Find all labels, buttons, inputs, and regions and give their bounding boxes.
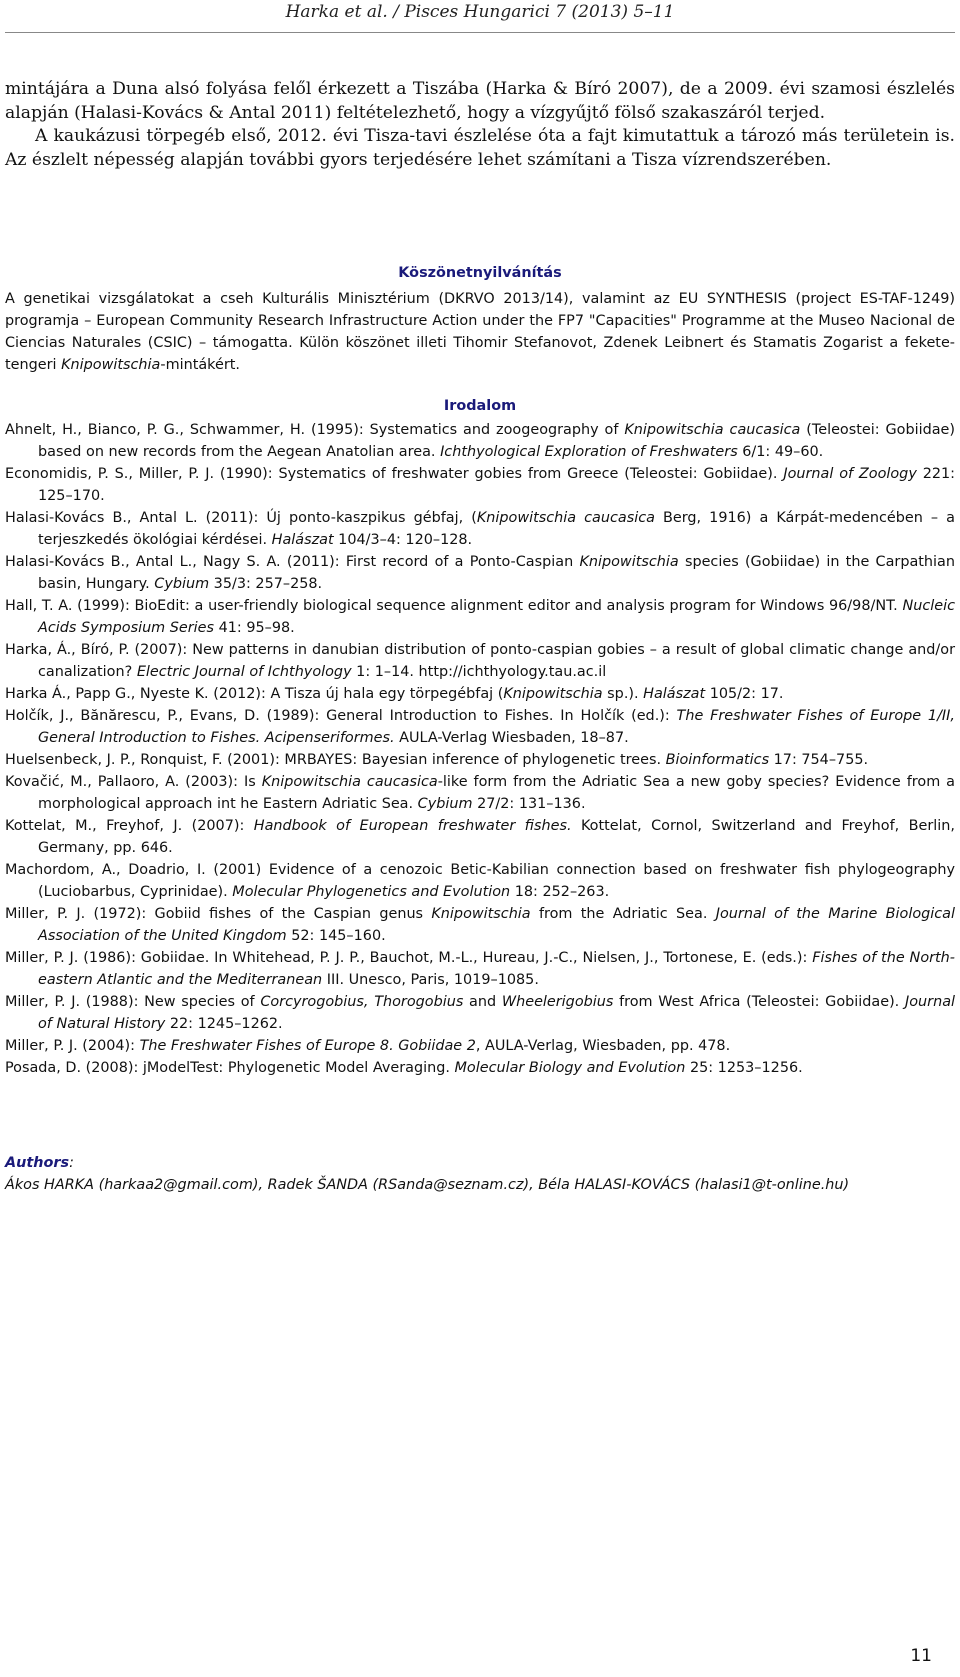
reference-item: Halasi-Kovács B., Antal L. (2011): Új ponto-kaszpikus gébfaj, (Knipowitschia caucasica Berg, 1916) a Kárpát-medencében – a terjeszkedés ökológiai kérdései. Halászat 104/3–4: 120–128. [5,510,956,548]
reference-item: Halasi-Kovács B., Antal L., Nagy S. A. (2011): First record of a Ponto-Caspian Knipowitschia species (Gobiidae) in the Carpathian basin, Hungary. Cybium 35/3: 257–258. [5,554,955,592]
page-number: 11 [910,1646,932,1666]
acknowledgement-title: Köszönetnyilvánítás [398,265,562,281]
reference-item: Huelsenbeck, J. P., Ronquist, F. (2001): MRBAYES: Bayesian inference of phylogenetic trees. Bioinformatics 17: 754–755. [5,752,869,768]
authors-title: Authors: [5,1155,74,1171]
reference-item: Kovačić, M., Pallaoro, A. (2003): Is Knipowitschia caucasica-like form from the Adriatic Sea a new goby species? Evidence from a morphological approach int he Eastern Adriatic Sea. Cybium 27/2: 131–136. [5,774,955,812]
reference-item: Economidis, P. S., Miller, P. J. (1990): Systematics of freshwater gobies from Greece (Teleostei: Gobiidae). Journal of Zoology 221: 125–170. [5,466,956,504]
reference-item: Miller, P. J. (2004): The Freshwater Fishes of Europe 8. Gobiidae 2, AULA-Verlag, Wiesbaden, pp. 478. [5,1038,731,1054]
references-section [5,395,955,1079]
body-text [5,78,955,172]
body-paragraph-2: A kaukázusi törpegéb első, 2012. évi Tisza-tavi észlelése óta a fajt kimutattuk a tározó más területein is. Az észlelt népesség alapján további gyors terjedésére lehet számítani a Tisza vízrendszerében. [5,126,955,170]
reference-item: Miller, P. J. (1986): Gobiidae. In Whitehead, P. J. P., Bauchot, M.-L., Hureau, J.-C., Nielsen, J., Tortonese, E. (eds.): Fishes of the North-eastern Atlantic and the Mediterranean III. Unesco, Paris, 1019–1085. [5,950,955,988]
body-paragraph-1: mintájára a Duna alsó folyása felől érkezett a Tiszába (Harka & Bíró 2007), de a 2009. évi szamosi észlelés alapján (Halasi-Kovács & Antal 2011) feltételezhető, hogy a vízgyűjtő fölső szakaszáról terjed. [5,79,955,123]
reference-item: Harka Á., Papp G., Nyeste K. (2012): A Tisza új hala egy törpegébfaj (Knipowitschia sp.). Halászat 105/2: 17. [5,686,784,702]
reference-item: Posada, D. (2008): jModelTest: Phylogenetic Model Averaging. Molecular Biology and Evolution 25: 1253–1256. [5,1060,803,1076]
acknowledgement-text: A genetikai vizsgálatokat a cseh Kulturális Minisztérium (DKRVO 2013/14), valamint az EU SYNTHESIS (project ES-TAF-1249) programja – European Community Research Infrastructure Action under the FP7 "Capacities" Programme at the Museo Nacional de Ciencias Naturales (CSIC) – támogatta. Külön köszönet illeti Tihomir Stefanovot, Zdenek Leibnert és Stamatis Zogarist a fekete-tengeri Knipowitschia-mintákért. [5,291,955,373]
reference-item: Holčík, J., Bănărescu, P., Evans, D. (1989): General Introduction to Fishes. In Holčík (ed.): The Freshwater Fishes of Europe 1/II, General Introduction to Fishes. Acipenseriformes. AULA-Verlag Wiesbaden, 18–87. [5,708,955,746]
reference-item: Ahnelt, H., Bianco, P. G., Schwammer, H. (1995): Systematics and zoogeography of Knipowitschia caucasica (Teleostei: Gobiidae) based on new records from the Aegean Anatolian area. Ichthyological Exploration of Freshwaters 6/1: 49–60. [5,422,955,460]
reference-item: Harka, Á., Bíró, P. (2007): New patterns in danubian distribution of ponto-caspian gobies – a result of global climatic change and/or canalization? Electric Journal of Ichthyology 1: 1–14. http://ichthyology.tau.ac.il [5,642,955,680]
reference-item: Hall, T. A. (1999): BioEdit: a user-friendly biological sequence alignment editor and analysis program for Windows 96/98/NT. Nucleic Acids Symposium Series 41: 95–98. [5,598,955,636]
header-rule [5,32,955,33]
references-title: Irodalom [443,398,517,414]
acknowledgement-section [5,262,955,376]
authors-section [5,1152,955,1196]
authors-text: Ákos HARKA (harkaa2@gmail.com), Radek ŠANDA (RSanda@seznam.cz), Béla HALASI-KOVÁCS (halasi1@t-online.hu) [5,1177,850,1193]
reference-item: Miller, P. J. (1972): Gobiid fishes of the Caspian genus Knipowitschia from the Adriatic Sea. Journal of the Marine Biological Association of the United Kingdom 52: 145–160. [5,906,955,944]
reference-item: Machordom, A., Doadrio, I. (2001) Evidence of a cenozoic Betic-Kabilian connection based on freshwater fish phylogeography (Luciobarbus, Cyprinidae). Molecular Phylogenetics and Evolution 18: 252–263. [5,862,955,900]
running-header: Harka et al. / Pisces Hungarici 7 (2013) 5–11 [285,2,675,22]
reference-item: Miller, P. J. (1988): New species of Corcyrogobius, Thorogobius and Wheelerigobius from West Africa (Teleostei: Gobiidae). Journal of Natural History 22: 1245–1262. [5,994,956,1032]
reference-item: Kottelat, M., Freyhof, J. (2007): Handbook of European freshwater fishes. Kottelat, Cornol, Switzerland and Freyhof, Berlin, Germany, pp. 646. [5,818,955,856]
